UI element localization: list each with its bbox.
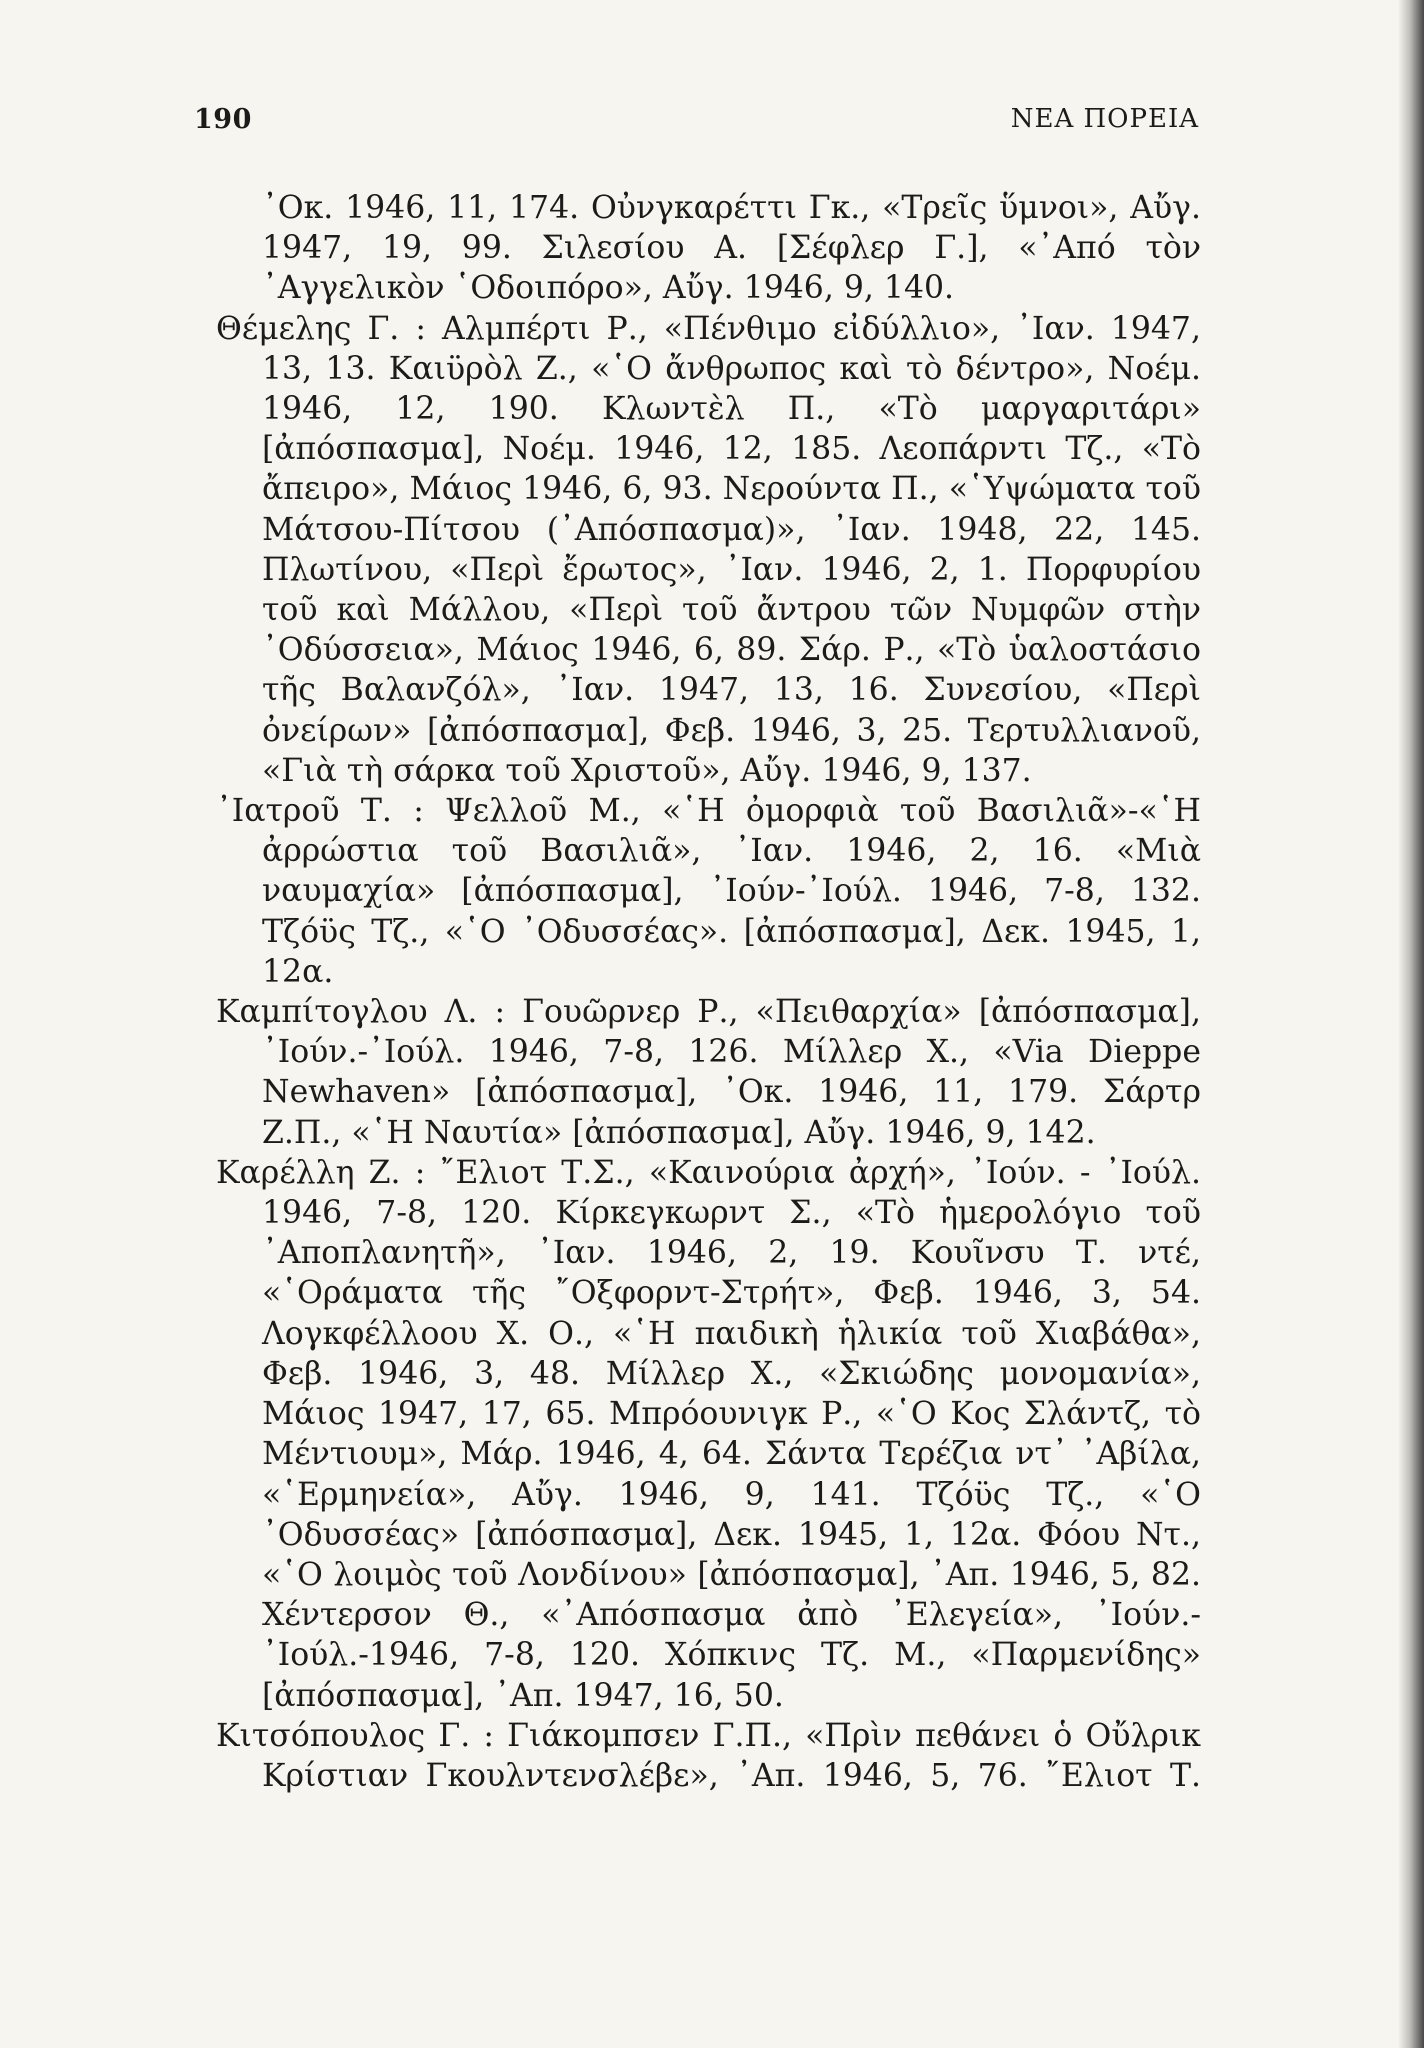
index-entry: ᾽Ιατροῦ Τ. : Ψελλοῦ Μ., «῾Η ὀμορφιὰ τοῦ Βασιλιᾶ»-«῾Η ἀρρώστια τοῦ Βασιλιᾶ», ᾽Ιαν. 1946, 2, 16. «Μιὰ ναυμαχία» [ἀπόσπασμα], ᾽Ιούν-᾽Ιούλ. 1946, 7-8, 132. Τζόϋς Τζ., «῾Ο ᾽Οδυσσέας». [ἀπόσπασμα], Δεκ. 1945, 1, 12α. <box>216 793 1201 990</box>
page-header <box>0 104 1424 144</box>
index-entry: ᾽Οκ. 1946, 11, 174. Οὐνγκαρέττι Γκ., «Τρεῖς ὕμνοι», Αὔγ. 1947, 19, 99. Σιλεσίου Α. [Σέφλερ Γ.], «᾽Από τὸν ᾽Αγγελικὸν ῾Οδοιπόρο», Αὔγ. 1946, 9, 140. <box>262 190 1201 307</box>
index-entry: Κιτσόπουλος Γ. : Γιάκομπσεν Γ.Π., «Πρὶν πεθάνει ὁ Οὔλρικ Κρίστιαν Γκουλντενσλέβε», ᾽Απ. 1946, 5, 76. ῎Ελιοτ Τ. <box>216 1717 1201 1794</box>
index-entry: Καμπίτογλου Λ. : Γουῶρνερ Ρ., «Πειθαρχία» [ἀπόσπασμα], ᾽Ιούν.-᾽Ιούλ. 1946, 7-8, 126. Μίλλερ Χ., «Via Dieppe Newhaven» [ἀπόσπασμα], ᾽Οκ. 1946, 11, 179. Σάρτρ Ζ.Π., «῾Η Ναυτία» [ἀπόσπασμα], Αὔγ. 1946, 9, 142. <box>216 994 1201 1151</box>
running-head: ΝΕΑ ΠΟΡΕΙΑ <box>1010 104 1199 134</box>
page-number: 190 <box>194 104 252 135</box>
page-edge-shadow <box>1398 0 1424 2048</box>
index-entry: Θέμελης Γ. : Αλμπέρτι Ρ., «Πένθιμο εἰδύλλιο», ᾽Ιαν. 1947, 13, 13. Καιϋρὸλ Ζ., «῾Ο ἄνθρωπος καὶ τὸ δέντρο», Νοέμ. 1946, 12, 190. Κλωντὲλ Π., «Τὸ μαργαριτάρι» [ἀπόσπασμα], Νοέμ. 1946, 12, 185. Λεοπάρντι Τζ., «Τὸ ἄπειρο», Μάιος 1946, 6, 93. Νερούντα Π., «῾Υψώματα τοῦ Μάτσου-Πίτσου (᾽Απόσπασμα)», ᾽Ιαν. 1948, 22, 145. Πλωτίνου, «Περὶ ἔρωτος», ᾽Ιαν. 1946, 2, 1. Πορφυρίου τοῦ καὶ Μάλλου, «Περὶ τοῦ ἄντρου τῶν Νυμφῶν στὴν ᾽Οδύσσεια», Μάιος 1946, 6, 89. Σάρ. Ρ., «Τὸ ὑαλοστάσιο τῆς Βαλανζόλ», ᾽Ιαν. 1947, 13, 16. Συνεσίου, «Περὶ ὀνείρων» [ἀπόσπασμα], Φεβ. 1946, 3, 25. Τερτυλλιανοῦ, «Γιὰ τὴ σάρκα τοῦ Χριστοῦ», Αὔγ. 1946, 9, 137. <box>216 310 1201 789</box>
index-entry: Καρέλλη Ζ. : ῎Ελιοτ Τ.Σ., «Καινούρια ἀρχή», ᾽Ιούν. - ᾽Ιούλ. 1946, 7-8, 120. Κίρκεγκωρντ Σ., «Τὸ ἡμερολόγιο τοῦ ᾽Αποπλανητῆ», ᾽Ιαν. 1946, 2, 19. Κουῖνσυ Τ. ντέ, «῾Οράματα τῆς ῎Οξφορντ-Στρήτ», Φεβ. 1946, 3, 54. Λογκφέλλοου Χ. Ο., «῾Η παιδικὴ ἡλικία τοῦ Χιαβάθα», Φεβ. 1946, 3, 48. Μίλλερ Χ., «Σκιώδης μονομανία», Μάιος 1947, 17, 65. Μπρόουνιγκ Ρ., «῾Ο Κος Σλάντζ, τὸ Μέντιουμ», Μάρ. 1946, 4, 64. Σάντα Τερέζια ντ᾽ ᾽Αβίλα, «῾Ερμηνεία», Αὔγ. 1946, 9, 141. Τζόϋς Τζ., «῾Ο ᾽Οδυσσέας» [ἀπόσπασμα], Δεκ. 1945, 1, 12α. Φόου Ντ., «῾Ο λοιμὸς τοῦ Λονδίνου» [ἀπόσπασμα], ᾽Απ. 1946, 5, 82. Χέντερσον Θ., «᾽Απόσπασμα ἀπὸ ᾽Ελεγεία», ᾽Ιούν.-᾽Ιούλ.-1946, 7-8, 120. Χόπκινς Τζ. Μ., «Παρμενίδης» [ἀπόσπασμα], ᾽Απ. 1947, 16, 50. <box>216 1154 1201 1714</box>
index-entries <box>216 188 1201 1796</box>
